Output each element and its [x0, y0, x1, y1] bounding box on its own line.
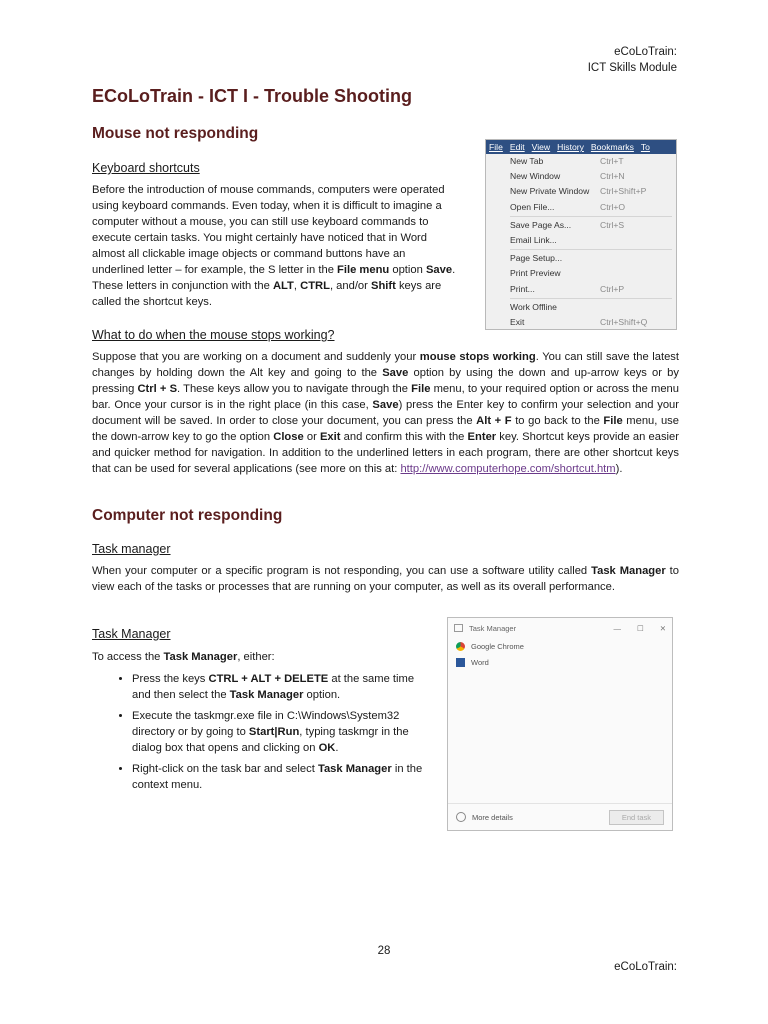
paragraph-keyboard-shortcuts: Before the introduction of mouse commands, computers were operated using keyboard commands. Even today, when it is difficult to imagine a computer without a mouse, you can still use keyboard commands to execute certain tasks. You might certainly have noticed that in Word almost all clickable image objects or command buttons have an underlined letter – for example, the S letter in the File menu option Save. These letters in conjunction with the ALT, CTRL, and/or Shift keys are called the shortcut keys. [92, 184, 456, 308]
subheading-mouse-stops: What to do when the mouse stops working? [92, 328, 335, 342]
menubar-item: History [557, 142, 584, 152]
app-row: Word [448, 654, 672, 670]
paragraph-mouse-stops: Suppose that you are working on a document and suddenly your mouse stops working. You can still save the latest changes by holding down the Alt key and going to the Save option by using the down and up-arrow keys or by pressing Ctrl + S. These keys allow you to navigate through the File menu, to your required option or across the menu bar. Once your cursor is in the right place (in this case, Save) press the Enter key to confirm your selection and your document will be saved. In order to close your document, you can press the Alt + F to go back to the File menu, use the down-arrow key to go the option Close or Exit and confirm this with the Enter key. Shortcut keys provide an easier and quicker method for navigation. In addition to the underlined letters in each program, there are other shortcut keys that can be used for several applications (see more on this at: http://www.computerhope.com/shortcut.htm). [92, 351, 680, 475]
running-footer: eCoLoTrain: [614, 961, 677, 973]
menu-bar [486, 140, 676, 154]
menubar-item: Edit [509, 142, 525, 152]
menu-item: Save Page As... Ctrl+S [510, 219, 625, 230]
header-line-2: ICT Skills Module [587, 62, 677, 74]
app-row: Google Chrome [448, 638, 672, 654]
menu-item: Work Offline [510, 301, 557, 312]
task-manager-footer [448, 803, 672, 830]
file-menu-screenshot [485, 139, 677, 330]
menu-separator [510, 298, 672, 299]
menubar-item: Bookmarks [590, 142, 634, 152]
header-line-1: eCoLoTrain: [614, 46, 677, 58]
subheading-keyboard-shortcuts: Keyboard shortcuts [92, 161, 200, 175]
subheading-task-manager-1: Task manager [92, 542, 171, 556]
task-manager-icon [454, 624, 463, 632]
word-icon [456, 658, 465, 667]
menu-item: New Private Window Ctrl+Shift+P [510, 186, 647, 197]
section-heading-computer: Computer not responding [92, 507, 283, 524]
end-task-button: End task [609, 810, 664, 825]
menubar-item: File [489, 142, 503, 152]
section-heading-mouse: Mouse not responding [92, 125, 259, 142]
menu-item: Page Setup... [510, 253, 563, 264]
task-manager-title: Task Manager [469, 623, 517, 633]
running-header [588, 44, 677, 76]
menu-separator [510, 249, 672, 250]
paragraph-task-manager: When your computer or a specific program is not responding, you can use a software utility called Task Manager to view each of the tasks or processes that are running on your computer, as well as its overall performance. [92, 565, 679, 593]
more-details-label: More details [472, 812, 513, 822]
menu-item: Print Preview [510, 268, 561, 279]
menu-item: Print... Ctrl+P [510, 283, 625, 294]
task-manager-screenshot [447, 617, 673, 831]
close-icon: ✕ [659, 623, 666, 633]
maximize-icon: ☐ [636, 623, 644, 633]
document-title: ECoLoTrain - ICT I - Trouble Shooting [92, 86, 412, 106]
menu-item: New Window Ctrl+N [510, 171, 625, 182]
menu-item: Exit Ctrl+Shift+Q [510, 316, 648, 327]
chrome-icon [456, 642, 465, 651]
subheading-task-manager-2: Task Manager [92, 627, 171, 641]
minimize-icon: — [613, 623, 621, 633]
paragraph-access-task-manager: To access the Task Manager, either: [92, 651, 275, 663]
list-item: • Press the keys CTRL + ALT + DELETE at the same time and then select the Task Manager option. [132, 671, 432, 703]
access-methods-list [118, 671, 432, 798]
chevron-down-icon [456, 812, 466, 822]
menu-item: Open File... Ctrl+O [510, 201, 626, 212]
shortcut-reference-link[interactable]: http://www.computerhope.com/shortcut.htm [400, 463, 616, 475]
list-item: • Execute the taskmgr.exe file in C:\Windows\System32 directory or by going to Start|Run, typing taskmgr in the dialog box that opens and clicking on OK. [132, 708, 432, 756]
task-manager-titlebar [448, 618, 672, 638]
page-number: 28 [377, 945, 391, 957]
list-item: • Right-click on the task bar and select Task Manager in the context menu. [132, 761, 432, 793]
menu-separator [510, 216, 672, 217]
menubar-item: To [640, 142, 650, 152]
menu-item: New Tab Ctrl+T [510, 156, 624, 166]
menubar-item: View [531, 142, 551, 152]
menu-item: Email Link... [510, 234, 557, 245]
